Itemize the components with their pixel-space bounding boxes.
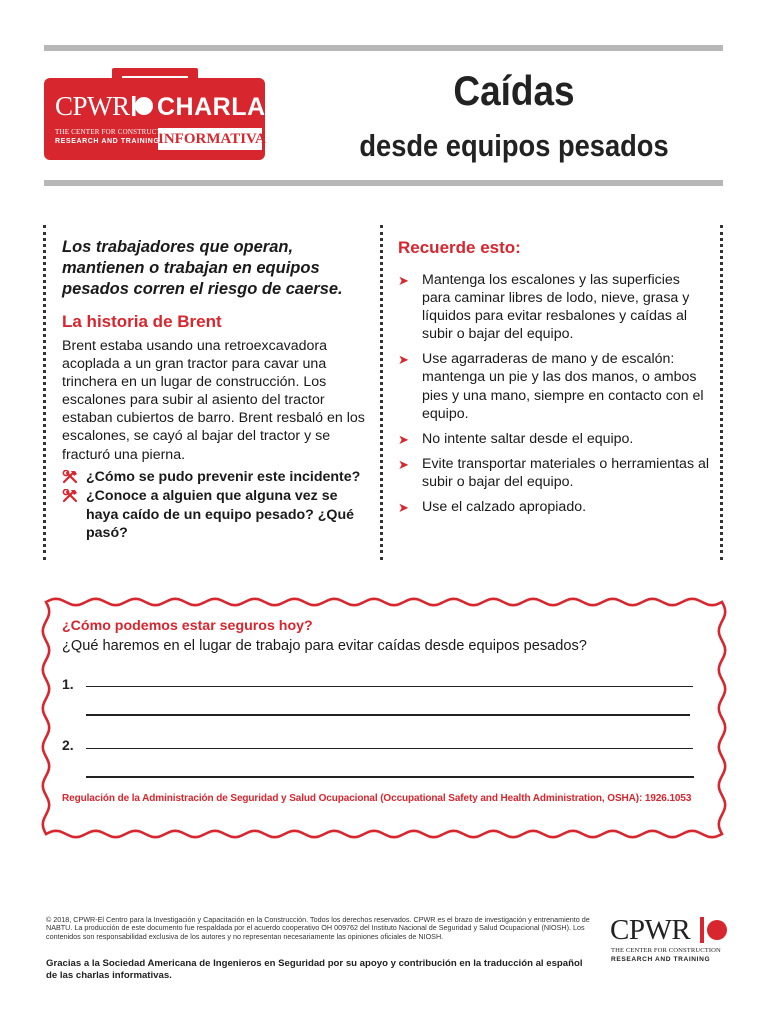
wrench-hammer-icon [62, 489, 78, 503]
intro-statement: Los trabajadores que operan, mantienen o trabajan en equipos pesados corren el riesgo de caerse. [62, 238, 343, 298]
footer-logo-subline-2: RESEARCH AND TRAINING [611, 956, 711, 963]
footer-cpwr-logo [610, 913, 730, 967]
arrow-bullet-icon: ➤ [398, 456, 409, 472]
thanks-text: Gracias a la Sociedad Americana de Ingenieros en Seguridad por su apoyo y contribución en la traducción al español de las charlas informativas. [46, 958, 583, 981]
remember-item [398, 430, 710, 448]
story-text: Brent estaba usando una retroexcavadora acoplada a un gran tractor para cavar una trinchera en un lugar de construcción. Los escalones para subir al asiento del tractor estaban cubiertos de barro. Brent resbaló en los escalones, se cayó al bajar del tractor y se fracturó una pierna. [62, 338, 365, 463]
page-title: Caídas [453, 67, 575, 114]
arrow-bullet-icon: ➤ [398, 500, 409, 516]
box-question: ¿Qué haremos en el lugar de trabajo para evitar caídas desde equipos pesados? [62, 638, 587, 654]
question-text: ¿Conoce a alguien que alguna vez se haya caído de un equipo pesado? ¿Qué pasó? [86, 488, 355, 542]
answer-line[interactable] [86, 714, 690, 716]
logo-charla: CHARLA [157, 93, 266, 121]
question-text: ¿Cómo se pudo prevenir este incidente? [86, 468, 361, 485]
copyright-text: © 2018, CPWR-El Centro para la Investigación y Capacitación en la Construcción. Todos los derechos reservados. CPWR es el brazo de investigación y entrenamiento de NABTU. La producción de este documento fue respaldada por el acuerdo cooperativo OH 009762 del Instituto Nacional de Seguridad y Salud Ocupacional (NIOSH). Los contenidos son responsabilidad exclusiva de los autores y no representan necesariamente las opiniones oficiales de NIOSH. [46, 915, 590, 941]
osha-regulation: Regulación de la Administración de Seguridad y Salud Ocupacional (Occupational Safety and Health Administration, OSHA): 1926.1053 [62, 793, 692, 804]
left-column [62, 237, 372, 544]
remember-text: Use agarraderas de mano y de escalón: mantenga un pie y las dos manos, o ambos pies y una mano, siempre en contacto con el equipo. [422, 351, 704, 422]
remember-item [398, 455, 710, 491]
logo-subline-1: THE CENTER FOR CONSTRUCTION [55, 128, 175, 136]
question-item [62, 468, 372, 487]
footer-logo-cpwr: CPWR [610, 914, 691, 946]
dotted-divider-middle [380, 225, 383, 560]
answer-line[interactable] [86, 776, 694, 778]
answer-line[interactable] [86, 748, 693, 749]
dotted-divider-left [43, 225, 46, 560]
question-item [62, 487, 372, 543]
arrow-bullet-icon: ➤ [398, 431, 409, 447]
remember-text: Mantenga los escalones y las superficies para caminar libres de lodo, nieve, grasa y líquidos para evitar resbalones y caídas al subir o bajar del equipo. [422, 272, 690, 343]
logo-mark-icon [698, 913, 728, 947]
top-rule [44, 45, 723, 51]
header-bottom-rule [44, 180, 723, 186]
answer-number-2: 2. [62, 737, 74, 753]
discussion-questions [62, 468, 372, 543]
logo-subline-2: RESEARCH AND TRAINING [55, 138, 160, 145]
remember-item [398, 498, 710, 516]
arrow-bullet-icon: ➤ [398, 273, 409, 288]
dotted-divider-right [720, 225, 723, 560]
remember-list [398, 271, 710, 516]
story-heading: La historia de Brent [62, 312, 222, 331]
logo-informativa: INFORMATIVA [158, 128, 262, 150]
page-subtitle: desde equipos pesados [359, 128, 669, 163]
remember-heading: Recuerde esto: [398, 238, 521, 257]
logo-cpwr: CPWR [55, 91, 130, 121]
remember-text: Use el calzado apropiado. [422, 499, 587, 516]
arrow-bullet-icon: ➤ [398, 352, 409, 368]
remember-text: Evite transportar materiales o herramientas al subir o bajar del equipo. [422, 455, 710, 490]
remember-item [398, 271, 710, 343]
answer-line[interactable] [86, 686, 693, 687]
box-heading: ¿Cómo podemos estar seguros hoy? [62, 618, 313, 634]
remember-text: No intente saltar desde el equipo. [422, 430, 634, 447]
footer-logo-subline-1: THE CENTER FOR CONSTRUCTION [611, 947, 721, 954]
charla-informativa-logo [44, 68, 265, 160]
right-column [398, 237, 710, 523]
remember-item [398, 350, 710, 422]
answer-number-1: 1. [62, 676, 74, 692]
wrench-hammer-icon [62, 470, 78, 484]
